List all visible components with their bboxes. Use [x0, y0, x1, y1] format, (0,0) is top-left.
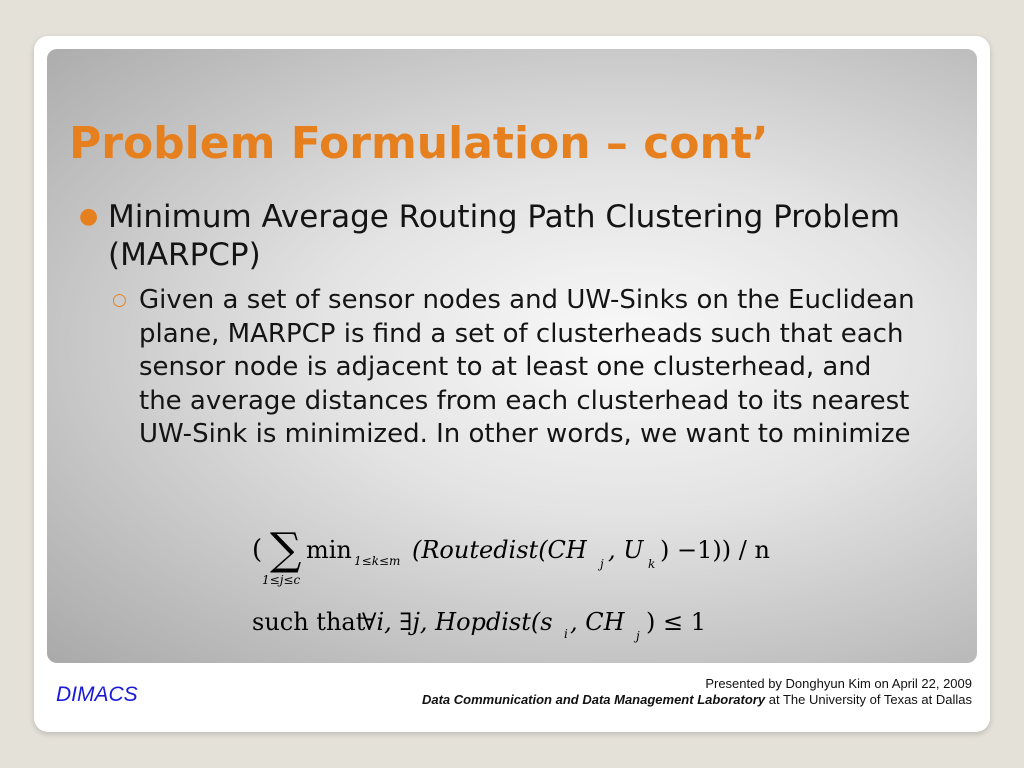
formula-open-paren: ( — [252, 535, 263, 565]
footer-affiliation — [422, 692, 972, 707]
formula-le-one: ) ≤ 1 — [646, 608, 706, 636]
formula-u-subscript: k — [648, 557, 656, 571]
formula-min-subscript: 1≤k≤m — [354, 554, 401, 568]
formula-ch-subscript: j — [600, 557, 604, 571]
slide-title: Problem Formulation – cont’ — [69, 118, 769, 169]
formula-min: min — [306, 536, 352, 564]
formula-sum-subscript: 1≤j≤c — [262, 573, 301, 587]
formula — [240, 518, 840, 658]
dimacs-logo: DIMACS — [56, 683, 138, 706]
formula-tail: ) −1)) / n — [660, 536, 770, 564]
formula-ch2-subscript: j — [636, 629, 640, 643]
formula-hopdist: ∀i, ∃j, Hopdist(s — [362, 608, 553, 636]
bullet-ring-icon: ○ — [112, 290, 127, 310]
formula-sum-sign: ∑ — [270, 524, 302, 575]
footer-presenter: Presented by Donghyun Kim on April 22, 2009 — [705, 676, 972, 691]
formula-such-that: such that — [252, 608, 366, 636]
footer-lab-name: Data Communication and Data Management Laboratory — [421, 692, 766, 707]
formula-u: , U — [608, 536, 644, 564]
formula-s-subscript: i — [564, 627, 568, 641]
bullet-dot-icon: ● — [79, 204, 99, 229]
formula-ch2: , CH — [570, 608, 625, 636]
bullet-text: Minimum Average Routing Path Clustering Problem (MARPCP) — [108, 199, 900, 273]
sub-bullet-text: Given a set of sensor nodes and UW-Sinks on the Euclidean plane, MARPCP is find a set of clusterheads such that each sensor node is adjacent to at least one clusterhead, and the average distances from each clusterhead to its nearest UW-Sink is minimized. In other words, we want to minimize — [139, 285, 915, 450]
formula-routedist: (Routedist(CH — [412, 536, 587, 564]
footer-university: at The University of Texas at Dallas — [765, 692, 972, 707]
